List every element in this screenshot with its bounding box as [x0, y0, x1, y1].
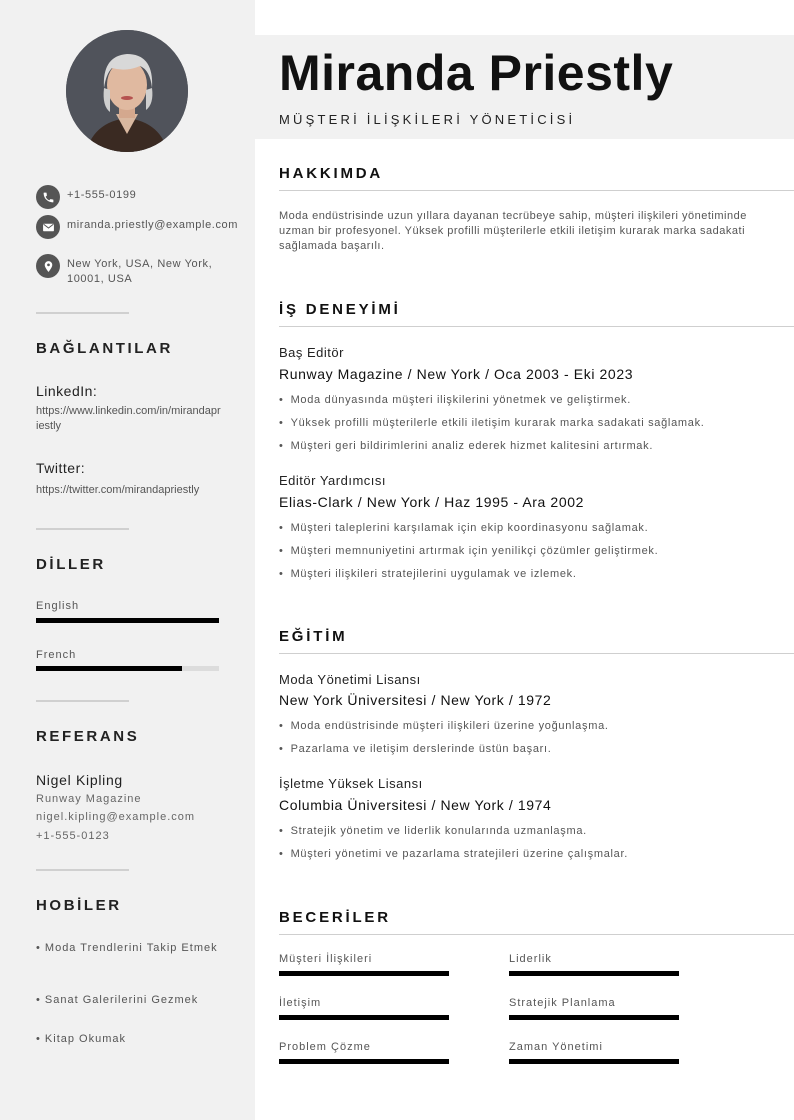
hobby-item: • Sanat Galerilerini Gezmek — [36, 994, 199, 1006]
job-bullet: • Müşteri geri bildirimlerini analiz ederek hizmet kalitesini artırmak. — [279, 440, 779, 452]
contact-phone — [36, 185, 222, 209]
experience-title: İŞ DENEYİMİ — [279, 301, 401, 318]
email-text[interactable]: miranda.priestly@example.com — [67, 219, 239, 231]
twitter-label: Twitter: — [36, 460, 86, 476]
skill-label: Zaman Yönetimi — [509, 1041, 603, 1053]
sidebar — [0, 0, 255, 1120]
job-company: Elias-Clark / New York / Haz 1995 - Ara 2002 — [279, 494, 584, 510]
job-company: Runway Magazine / New York / Oca 2003 - Eki 2023 — [279, 366, 634, 382]
links-title: BAĞLANTILAR — [36, 340, 173, 357]
reference-phone: +1-555-0123 — [36, 830, 110, 842]
sidebar-divider — [36, 528, 129, 530]
job-title: MÜŞTERİ İLİŞKİLERİ YÖNETİCİSİ — [279, 112, 576, 127]
reference-company: Runway Magazine — [36, 793, 142, 805]
twitter-link[interactable]: https://twitter.com/mirandapriestly — [36, 484, 200, 496]
location-icon — [36, 254, 60, 278]
language-label: English — [36, 600, 80, 612]
language-label: French — [36, 649, 77, 661]
skill-label: Müşteri İlişkileri — [279, 953, 373, 965]
phone-icon — [36, 185, 60, 209]
hobby-item: • Kitap Okumak — [36, 1033, 126, 1045]
job-role: Editör Yardımcısı — [279, 473, 386, 488]
hobby-item: • Moda Trendlerini Takip Etmek — [36, 942, 218, 954]
skill-bar — [509, 1015, 679, 1020]
skill-bar — [279, 1015, 449, 1020]
profile-photo — [66, 30, 188, 152]
job-bullet: • Müşteri ilişkileri stratejilerini uygulamak ve izlemek. — [279, 568, 779, 580]
language-bar — [36, 618, 219, 623]
languages-title: DİLLER — [36, 556, 106, 573]
skill-label: Problem Çözme — [279, 1041, 371, 1053]
about-title: HAKKIMDA — [279, 165, 384, 182]
contact-email — [36, 215, 239, 239]
reference-name: Nigel Kipling — [36, 772, 123, 788]
section-divider — [279, 190, 794, 191]
edu-bullet: • Müşteri yönetimi ve pazarlama stratejileri üzerine çalışmalar. — [279, 848, 779, 860]
email-icon — [36, 215, 60, 239]
sidebar-divider — [36, 312, 129, 314]
edu-bullet: • Pazarlama ve iletişim derslerinde üstün başarı. — [279, 743, 779, 755]
address-text: New York, USA, New York, 10001, USA — [67, 258, 213, 285]
reference-email[interactable]: nigel.kipling@example.com — [36, 811, 196, 823]
job-bullet: • Müşteri taleplerini karşılamak için ekip koordinasyonu sağlamak. — [279, 522, 779, 534]
edu-degree: Moda Yönetimi Lisansı — [279, 672, 421, 687]
edu-degree: İşletme Yüksek Lisansı — [279, 776, 423, 791]
skill-label: Stratejik Planlama — [509, 997, 616, 1009]
edu-school: New York Üniversitesi / New York / 1972 — [279, 692, 552, 708]
skill-bar — [279, 1059, 449, 1064]
section-divider — [279, 653, 794, 654]
language-bar — [36, 666, 219, 671]
edu-bullet: • Stratejik yönetim ve liderlik konularında uzmanlaşma. — [279, 825, 779, 837]
section-divider — [279, 934, 794, 935]
skill-label: İletişim — [279, 997, 322, 1009]
skill-label: Liderlik — [509, 953, 552, 965]
skill-bar — [279, 971, 449, 976]
about-text: Moda endüstrisinde uzun yıllara dayanan tecrübeye sahip, müşteri ilişkileri yönetiminde uzman bir profesyonel. Yüksek profilli müşterilerle etkili iletişim kurarak marka sadakati sağlamada başarılı. — [279, 210, 747, 252]
job-bullet: • Müşteri memnuniyetini artırmak için yenilikçi çözümler geliştirmek. — [279, 545, 779, 557]
job-bullet: • Moda dünyasında müşteri ilişkilerini yönetmek ve geliştirmek. — [279, 394, 779, 406]
job-bullet: • Yüksek profilli müşterilerle etkili iletişim kurarak marka sadakati sağlamak. — [279, 417, 779, 429]
sidebar-divider — [36, 700, 129, 702]
contact-address — [36, 254, 222, 287]
linkedin-link[interactable]: https://www.linkedin.com/in/mirandapriestly — [36, 405, 221, 432]
job-role: Baş Editör — [279, 345, 344, 360]
linkedin-label: LinkedIn: — [36, 383, 98, 399]
sidebar-divider — [36, 869, 129, 871]
edu-bullet: • Moda endüstrisinde müşteri ilişkileri üzerine yoğunlaşma. — [279, 720, 779, 732]
skills-title: BECERİLER — [279, 909, 391, 926]
edu-school: Columbia Üniversitesi / New York / 1974 — [279, 797, 552, 813]
person-name: Miranda Priestly — [279, 45, 674, 101]
section-divider — [279, 326, 794, 327]
main-content — [255, 0, 794, 1120]
skill-bar — [509, 971, 679, 976]
reference-title: REFERANS — [36, 728, 140, 745]
phone-text: +1-555-0199 — [67, 189, 137, 201]
hobbies-title: HOBİLER — [36, 897, 122, 914]
education-title: EĞİTİM — [279, 628, 348, 645]
skill-bar — [509, 1059, 679, 1064]
